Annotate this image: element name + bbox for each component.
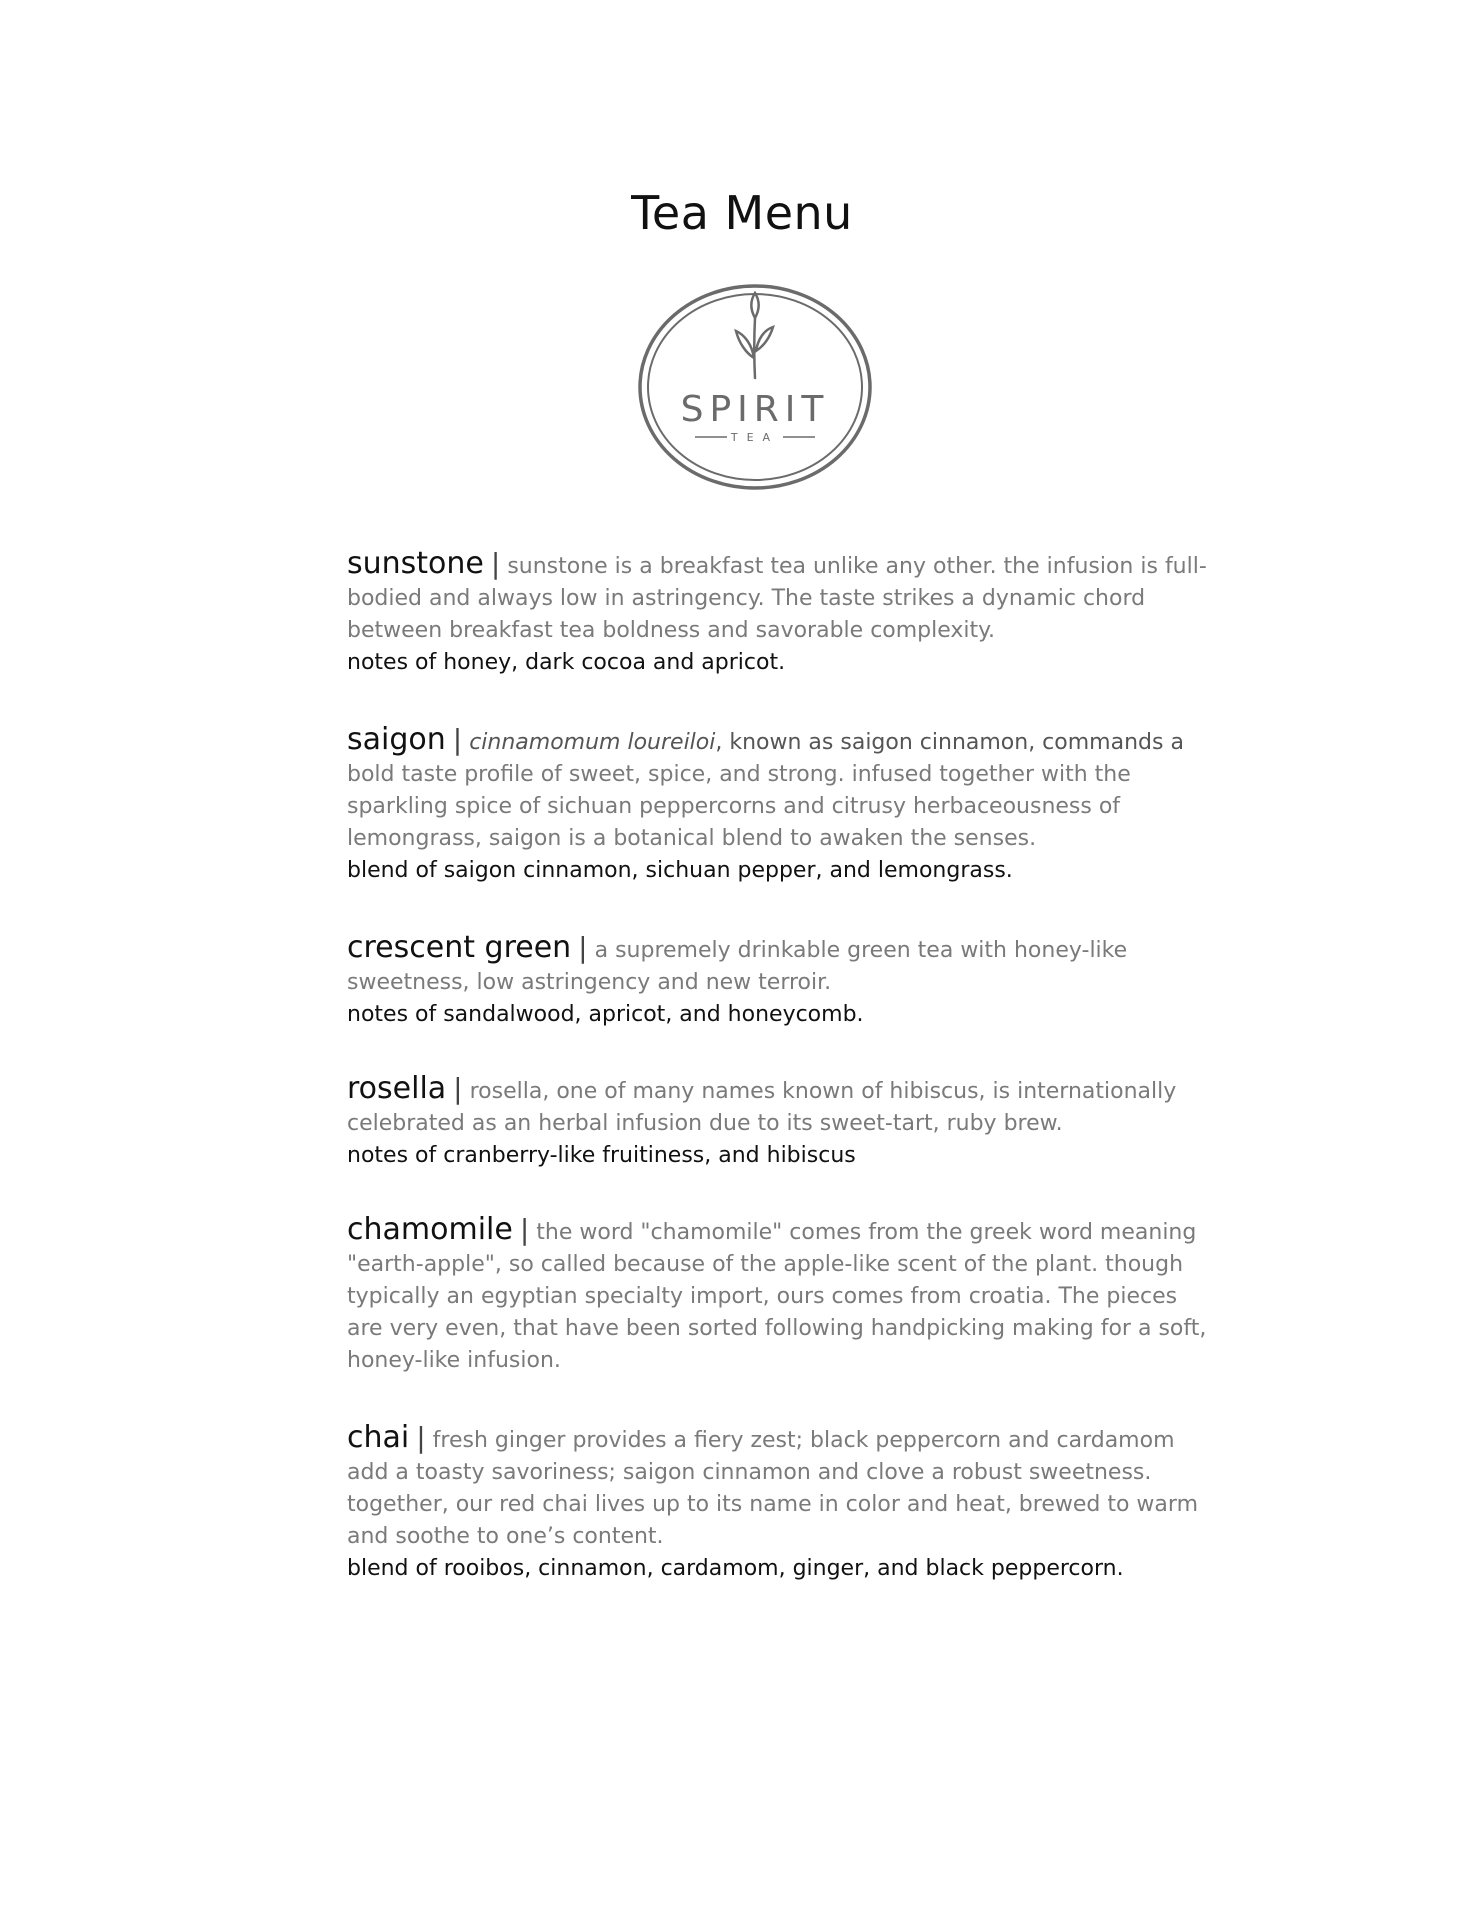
separator: |: [490, 547, 501, 580]
menu-item-rosella: [347, 1073, 1207, 1172]
item-name: chai: [347, 1420, 410, 1455]
item-description: a supremely drinkable green tea with honey-like sweetness, low astringency and new terroir.: [347, 938, 1128, 995]
item-description: sunstone is a breakfast tea unlike any other. the infusion is full-bodied and always low in astringency. The taste strikes a dynamic chord between breakfast tea boldness and savorable complexity.: [347, 554, 1207, 643]
item-description-block: [347, 932, 1207, 999]
page-title: Tea Menu: [631, 186, 853, 240]
separator: |: [416, 1421, 426, 1454]
item-name: sunstone: [347, 546, 484, 581]
item-description-block: [347, 1422, 1207, 1553]
item-description: rosella, one of many names known of hibiscus, is internationally celebrated as an herbal infusion due to its sweet-tart, ruby brew.: [347, 1079, 1177, 1136]
item-name: crescent green: [347, 930, 572, 965]
menu-item-crescent-green: [347, 932, 1207, 1031]
item-description-block: [347, 1214, 1207, 1377]
separator: |: [452, 723, 463, 756]
item-notes: notes of honey, dark cocoa and apricot.: [347, 650, 786, 675]
item-description-block: [347, 724, 1207, 855]
separator: |: [578, 931, 588, 964]
item-description-lead: , known as saigon cinnamon, commands a: [715, 730, 1184, 755]
logo-wordmark: SPIRIT: [680, 389, 830, 430]
item-description: fresh ginger provides a fiery zest; black peppercorn and cardamom add a toasty savoriness; saigon cinnamon and clove a robust sweetness. together, our red chai lives up to its name in color and heat, brewed to warm and soothe to one’s content.: [347, 1428, 1198, 1549]
item-notes: blend of saigon cinnamon, sichuan pepper, and lemongrass.: [347, 858, 1013, 883]
separator: |: [453, 1072, 463, 1105]
menu-item-sunstone: [347, 548, 1207, 679]
menu-item-chamomile: [347, 1214, 1207, 1377]
spirit-tea-logo: [637, 283, 873, 491]
item-name: rosella: [347, 1071, 447, 1106]
item-botanical-name: cinnamomum loureiloi: [469, 730, 716, 755]
item-description: bold taste profile of sweet, spice, and strong. infused together with the sparkling spice of sichuan peppercorns and citrusy herbaceousness of lemongrass, saigon is a botanical blend to awaken the senses.: [347, 762, 1131, 851]
item-notes: notes of sandalwood, apricot, and honeycomb.: [347, 1002, 864, 1027]
logo-subtitle: TEA: [730, 431, 780, 444]
item-description-block: [347, 548, 1207, 647]
item-notes: blend of rooibos, cinnamon, cardamom, ginger, and black peppercorn.: [347, 1556, 1124, 1581]
menu-item-chai: [347, 1422, 1207, 1585]
item-description-block: [347, 1073, 1207, 1140]
item-notes: notes of cranberry-like fruitiness, and hibiscus: [347, 1143, 856, 1168]
leaf-icon: [736, 293, 773, 378]
item-description: the word "chamomile" comes from the greek word meaning "earth-apple", so called because of the apple-like scent of the plant. though typically an egyptian specialty import, ours comes from croatia. The pieces are very even, that have been sorted following handpicking making for a soft, honey-like infusion.: [347, 1220, 1207, 1373]
item-name: chamomile: [347, 1212, 513, 1247]
tea-menu-list: [347, 548, 1207, 1585]
separator: |: [519, 1213, 530, 1246]
menu-item-saigon: [347, 724, 1207, 887]
item-name: saigon: [347, 722, 446, 757]
